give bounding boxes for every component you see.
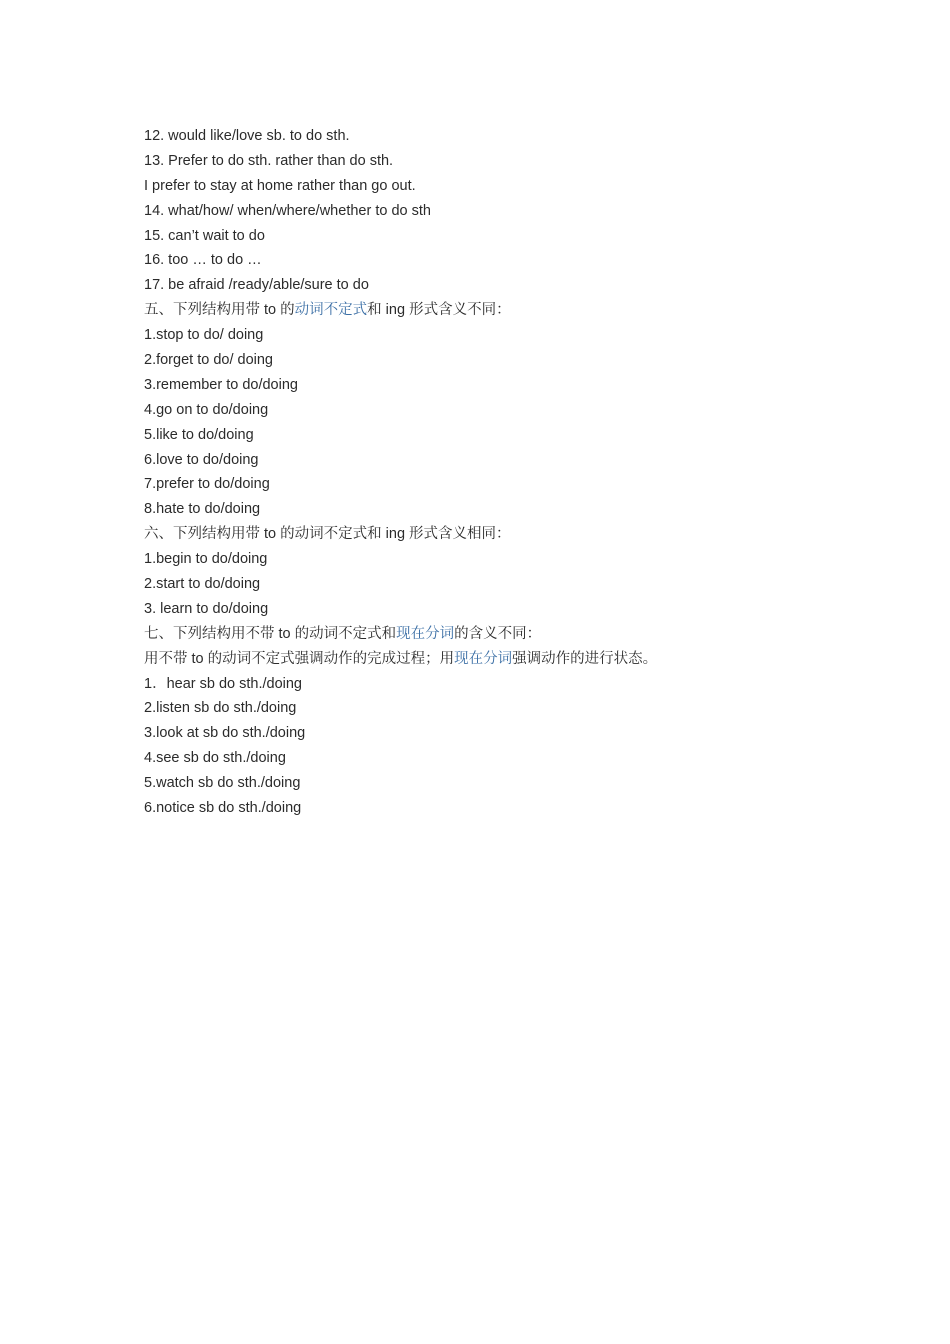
- text-segment: 6.notice sb do sth./doing: [144, 800, 302, 817]
- text-segment: 六、下列结构用带 to 的动词不定式和 ing 形式含义相同：: [144, 526, 511, 543]
- text-segment: 7.prefer to do/doing: [144, 476, 270, 493]
- text-line: [144, 696, 824, 721]
- text-segment: 五、下列结构用带 to 的: [144, 302, 295, 319]
- text-line: [144, 224, 824, 249]
- text-line: [144, 472, 824, 497]
- text-line: [144, 298, 824, 323]
- text-line: [144, 572, 824, 597]
- text-line: [144, 622, 824, 647]
- text-segment: 3.remember to do/doing: [144, 376, 298, 393]
- text-line: [144, 423, 824, 448]
- text-segment: 13. Prefer to do sth. rather than do sth.: [144, 152, 394, 169]
- text-segment: 用不带 to 的动词不定式强调动作的完成过程；用: [144, 650, 455, 667]
- text-segment: 1．hear sb do sth./doing: [144, 675, 302, 692]
- text-line: [144, 721, 824, 746]
- text-line: [144, 323, 824, 348]
- text-line: [144, 149, 824, 174]
- text-line: [144, 248, 824, 273]
- text-segment: 3. learn to do/doing: [144, 600, 269, 617]
- text-line: [144, 373, 824, 398]
- text-segment: 七、下列结构用不带 to 的动词不定式和: [144, 625, 397, 642]
- text-segment: 强调动作的进行状态。: [512, 650, 658, 667]
- text-line: [144, 199, 824, 224]
- text-segment: 4.go on to do/doing: [144, 401, 269, 418]
- text-line: [144, 273, 824, 298]
- text-segment: 5.like to do/doing: [144, 426, 254, 443]
- text-line: [144, 547, 824, 572]
- text-segment: 14. what/how/ when/where/whether to do sth: [144, 202, 431, 219]
- text-line: [144, 398, 824, 423]
- text-segment: 4.see sb do sth./doing: [144, 750, 286, 767]
- text-segment: 16. too … to do …: [144, 252, 262, 269]
- text-line: [144, 124, 824, 149]
- text-line: [144, 522, 824, 547]
- hyperlink-text[interactable]: 现在分词: [454, 650, 513, 667]
- text-segment: I prefer to stay at home rather than go out.: [144, 177, 416, 194]
- text-segment: 1.stop to do/ doing: [144, 327, 264, 344]
- text-line: [144, 796, 824, 821]
- text-segment: 6.love to do/doing: [144, 451, 259, 468]
- text-line: [144, 497, 824, 522]
- text-line: [144, 672, 824, 697]
- text-segment: 3.look at sb do sth./doing: [144, 725, 306, 742]
- text-segment: 2.listen sb do sth./doing: [144, 700, 297, 717]
- text-segment: 12. would like/love sb. to do sth.: [144, 128, 350, 144]
- text-segment: 1.begin to do/doing: [144, 551, 268, 568]
- text-segment: 15. can’t wait to do: [144, 227, 265, 244]
- text-segment: 的含义不同：: [454, 625, 542, 642]
- text-segment: 17. be afraid /ready/able/sure to do: [144, 277, 369, 294]
- text-line: [144, 448, 824, 473]
- text-line: [144, 348, 824, 373]
- text-line: [144, 771, 824, 796]
- hyperlink-text[interactable]: 现在分词: [396, 625, 455, 642]
- text-segment: 8.hate to do/doing: [144, 501, 261, 518]
- hyperlink-text[interactable]: 动词不定式: [294, 302, 368, 319]
- text-line: [144, 647, 824, 672]
- text-segment: 5.watch sb do sth./doing: [144, 775, 301, 792]
- text-segment: 2.forget to do/ doing: [144, 352, 273, 369]
- text-line: [144, 597, 824, 622]
- document-body: [144, 124, 824, 821]
- text-line: [144, 746, 824, 771]
- text-line: [144, 174, 824, 199]
- text-segment: 和 ing 形式含义不同：: [367, 302, 511, 319]
- text-segment: 2.start to do/doing: [144, 576, 261, 593]
